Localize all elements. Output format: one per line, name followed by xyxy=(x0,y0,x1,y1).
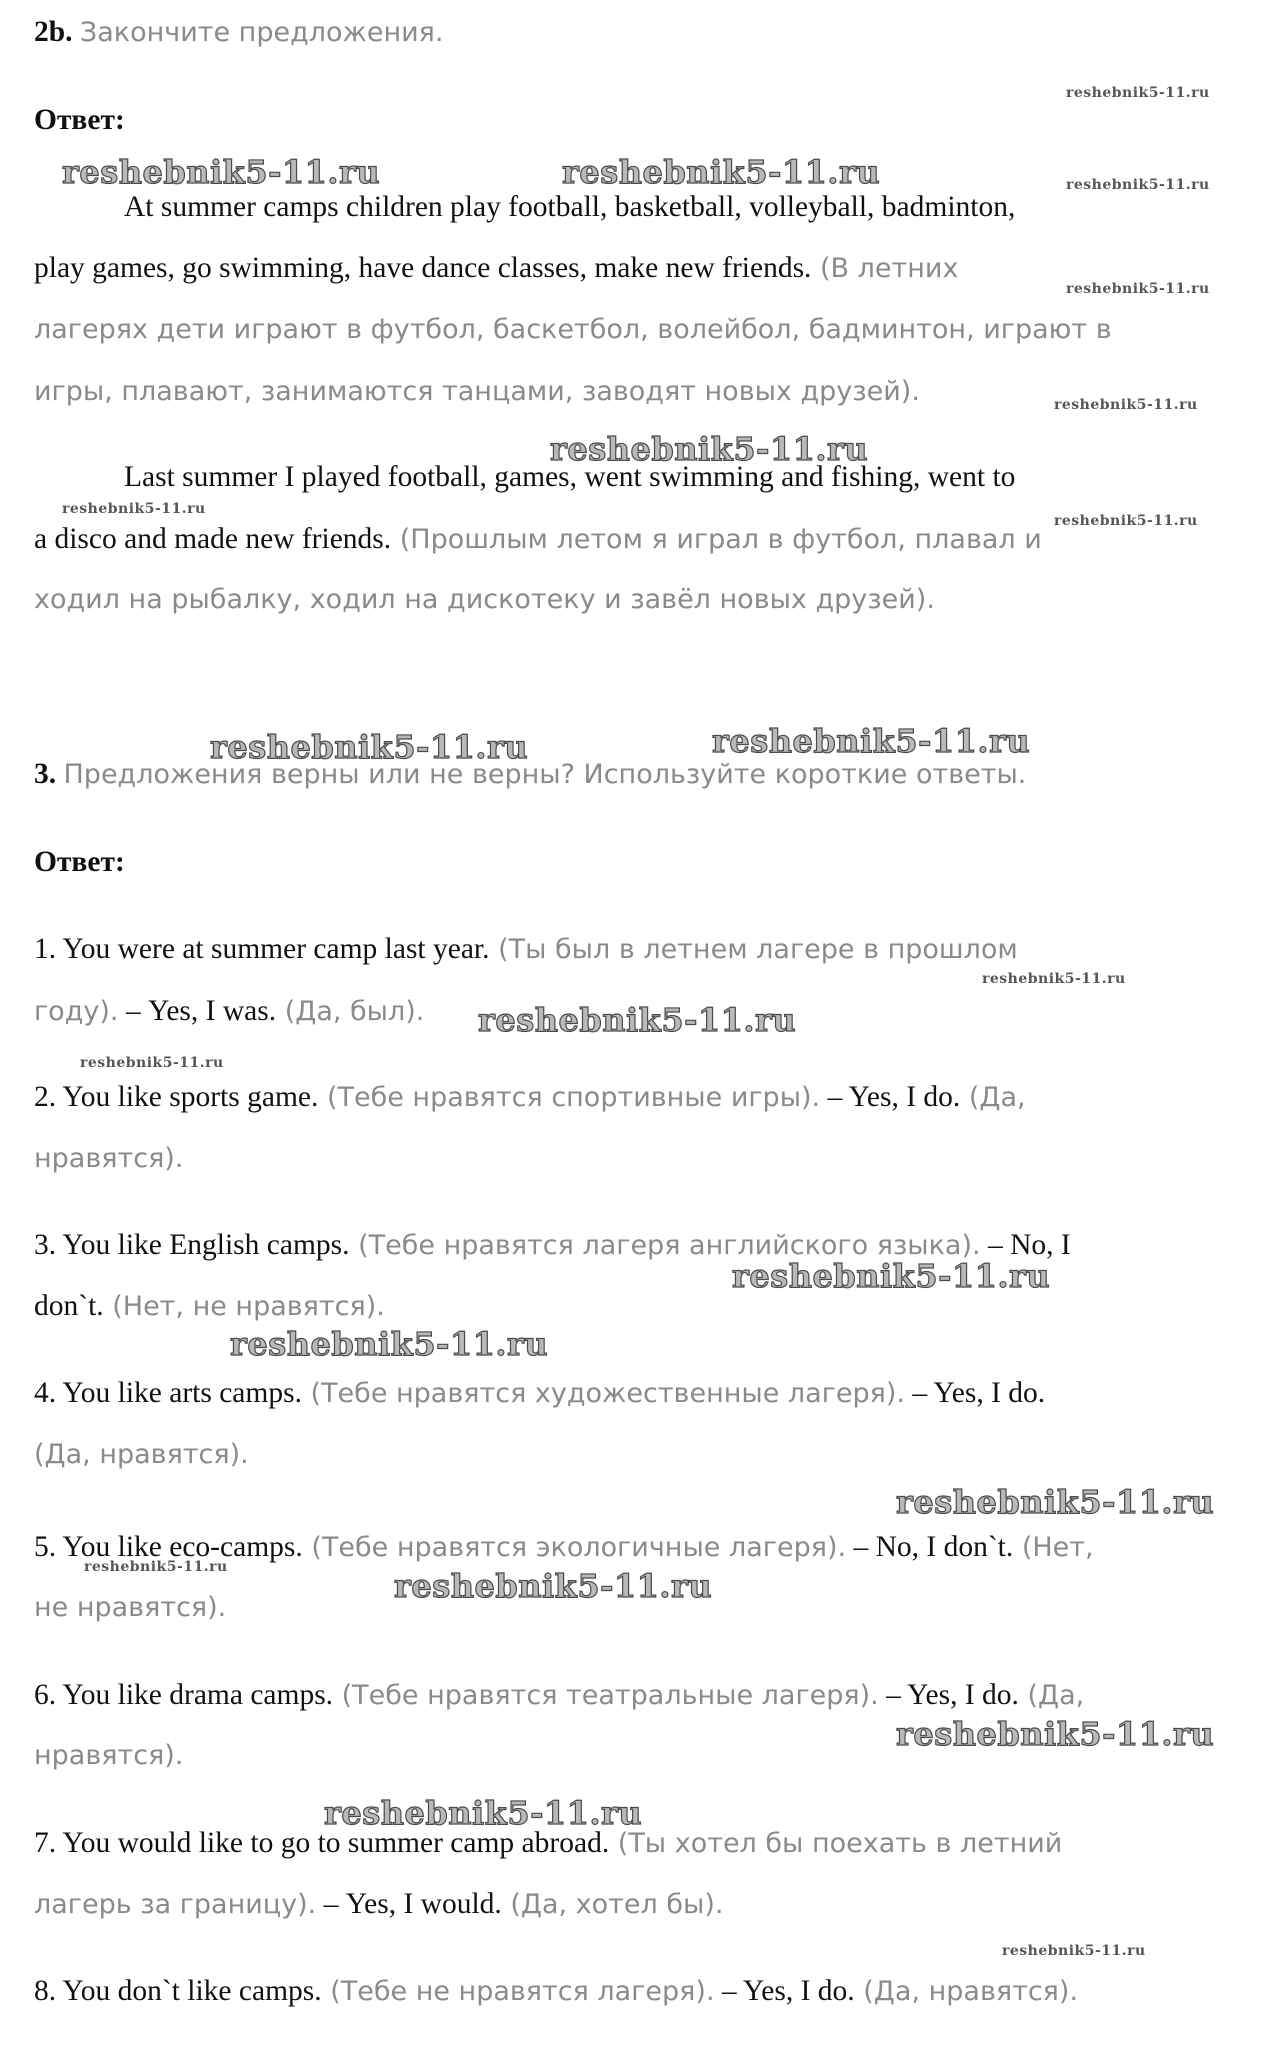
translation-text: году). xyxy=(34,996,119,1027)
list-item xyxy=(34,1681,1084,1711)
watermark: reshebnik5-11.ru xyxy=(230,1325,549,1363)
paragraph-line xyxy=(34,254,958,284)
answer-label: Ответ: xyxy=(34,846,125,878)
watermark-small: reshebnik5-11.ru xyxy=(1066,177,1210,193)
list-item xyxy=(34,1977,1078,2007)
watermark-small: reshebnik5-11.ru xyxy=(62,501,206,517)
translation-text: (Тебе нравятся театральные лагеря). xyxy=(333,1680,879,1711)
watermark-small: reshebnik5-11.ru xyxy=(1066,85,1210,101)
watermark-small: reshebnik5-11.ru xyxy=(84,1559,228,1575)
task-number: 3. xyxy=(34,758,57,790)
translation-text: (Тебе нравятся художественные лагеря). xyxy=(301,1378,905,1409)
translation-line: нравятся). xyxy=(34,1143,184,1174)
watermark: reshebnik5-11.ru xyxy=(562,153,881,191)
translation-line: нравятся). xyxy=(34,1740,184,1771)
task-instruction: Закончите предложения. xyxy=(79,17,444,48)
watermark: reshebnik5-11.ru xyxy=(210,728,529,766)
english-text: – Yes, I would. xyxy=(316,1888,502,1920)
translation-text: (Тебе не нравятся лагеря). xyxy=(321,1976,715,2007)
paragraph-line: At summer camps children play football, basketball, volleyball, badminton, xyxy=(124,191,1016,223)
list-item xyxy=(34,1292,385,1322)
watermark: reshebnik5-11.ru xyxy=(62,153,381,191)
english-text: – Yes, I do. xyxy=(905,1377,1046,1409)
translation-text: (Да, хотел бы). xyxy=(501,1889,724,1920)
watermark: reshebnik5-11.ru xyxy=(712,722,1031,760)
watermark: reshebnik5-11.ru xyxy=(478,1001,797,1039)
translation-line: (Да, нравятся). xyxy=(34,1439,249,1470)
translation-line: лагерях дети играют в футбол, баскетбол, волейбол, бадминтон, играют в xyxy=(34,314,1112,345)
translation-text: (Ты хотел бы поехать в летний xyxy=(609,1828,1063,1859)
translation-text: (Тебе нравятся лагеря английского языка). xyxy=(349,1230,981,1261)
translation-line: ходил на рыбалку, ходил на дискотеку и завёл новых друзей). xyxy=(34,584,935,615)
list-item xyxy=(34,1890,723,1920)
task-instruction: Предложения верны или не верны? Используйте короткие ответы. xyxy=(63,759,1027,790)
translation-text: (Да, xyxy=(960,1082,1026,1113)
english-text: 8. You don`t like camps. xyxy=(34,1975,322,2007)
watermark: reshebnik5-11.ru xyxy=(896,1715,1215,1753)
translation-text: (Тебе нравятся экологичные лагеря). xyxy=(302,1532,847,1563)
translation-text: (Да, xyxy=(1018,1680,1085,1711)
translation-text: (Нет, xyxy=(1013,1532,1094,1563)
watermark-small: reshebnik5-11.ru xyxy=(982,971,1126,987)
translation-text: (В летних xyxy=(811,253,959,284)
list-item xyxy=(34,1083,1026,1113)
english-text: 3. You like English camps. xyxy=(34,1229,350,1261)
watermark: reshebnik5-11.ru xyxy=(732,1257,1051,1295)
translation-text: (Прошлым летом я играл в футбол, плавал и xyxy=(391,524,1042,555)
translation-text: (Нет, не нравятся). xyxy=(103,1291,385,1322)
translation-line: игры, плавают, занимаются танцами, заводят новых друзей). xyxy=(34,376,920,407)
english-text: – No, I xyxy=(980,1229,1071,1261)
watermark-small: reshebnik5-11.ru xyxy=(80,1055,224,1071)
watermark-small: reshebnik5-11.ru xyxy=(1054,513,1198,529)
english-text: – No, I don`t. xyxy=(846,1531,1014,1563)
english-text: 1. You were at summer camp last year. xyxy=(34,933,490,965)
english-text: – Yes, I was. xyxy=(118,995,277,1027)
english-text: – Yes, I do. xyxy=(714,1975,855,2007)
translation-text: (Ты был в летнем лагере в прошлом xyxy=(489,934,1018,965)
english-text: don`t. xyxy=(34,1290,104,1322)
list-item xyxy=(34,997,424,1027)
english-text: 7. You would like to go to summer camp abroad. xyxy=(34,1827,610,1859)
english-text: 5. You like eco-camps. xyxy=(34,1531,303,1563)
list-item xyxy=(34,1829,1062,1859)
watermark: reshebnik5-11.ru xyxy=(896,1483,1215,1521)
watermark-small: reshebnik5-11.ru xyxy=(1002,1943,1146,1959)
translation-text: лагерь за границу). xyxy=(34,1889,317,1920)
english-text: 2. You like sports game. xyxy=(34,1081,319,1113)
english-text: a disco and made new friends. xyxy=(34,523,392,555)
english-text: play games, go swimming, have dance classes, make new friends. xyxy=(34,252,812,284)
list-item xyxy=(34,935,1018,965)
task-2b-heading xyxy=(34,18,444,48)
task-number: 2b. xyxy=(34,16,73,48)
english-text: 6. You like drama camps. xyxy=(34,1679,334,1711)
paragraph-line xyxy=(34,525,1042,555)
watermark: reshebnik5-11.ru xyxy=(394,1567,713,1605)
list-item xyxy=(34,1379,1045,1409)
task-3-heading xyxy=(34,760,1026,790)
answer-label: Ответ: xyxy=(34,104,125,136)
watermark-small: reshebnik5-11.ru xyxy=(1054,397,1198,413)
english-text: 4. You like arts camps. xyxy=(34,1377,302,1409)
watermark: reshebnik5-11.ru xyxy=(324,1794,643,1832)
watermark: reshebnik5-11.ru xyxy=(550,430,869,468)
watermark-small: reshebnik5-11.ru xyxy=(1066,281,1210,297)
english-text: – Yes, I do. xyxy=(820,1081,961,1113)
translation-text: (Да, был). xyxy=(276,996,425,1027)
translation-text: (Да, нравятся). xyxy=(854,1976,1079,2007)
paragraph-line: Last summer I played football, games, went swimming and fishing, went to xyxy=(124,461,1016,493)
translation-line: не нравятся). xyxy=(34,1592,227,1623)
translation-text: (Тебе нравятся спортивные игры). xyxy=(318,1082,821,1113)
english-text: – Yes, I do. xyxy=(878,1679,1019,1711)
